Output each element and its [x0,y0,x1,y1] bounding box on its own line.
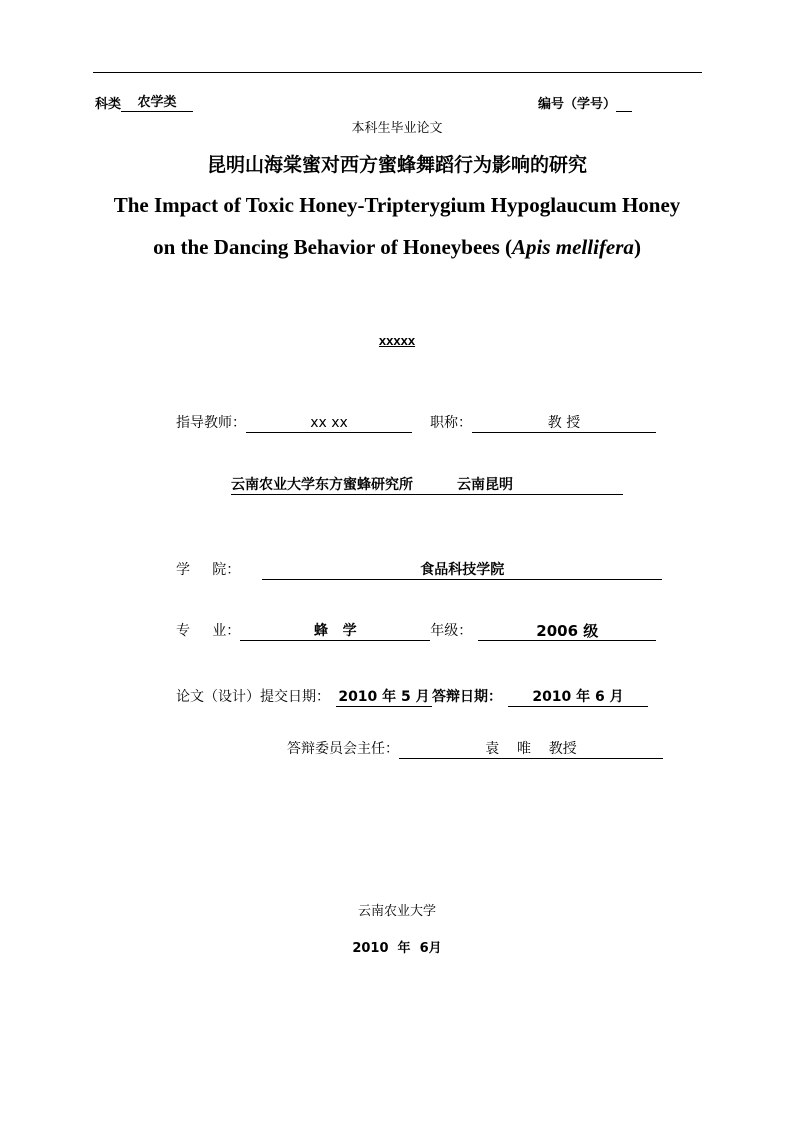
category-value: 农学类 [121,95,193,112]
committee-value: 袁 唯 教授 [399,740,663,759]
submit-date-value: 2010 年 5 月 [336,688,432,707]
dates-row [176,687,648,707]
author-name: xxxxx [378,333,416,348]
title-english-species: Apis mellifera [512,235,634,259]
institute-name: 云南农业大学东方蜜蜂研究所 [231,477,413,493]
number-value [616,95,632,112]
footer-date: 2010 年 6月 [352,941,442,956]
number-field [538,93,632,112]
title-english-line1: The Impact of Toxic Honey-Tripterygium Hypoglaucum Honey [113,193,681,217]
document-type: 本科生毕业论文 [351,121,443,136]
top-rule [93,72,702,73]
footer-university: 云南农业大学 [357,904,436,919]
grade-label: 年级： [430,623,473,639]
college-value: 食品科技学院 [262,561,662,580]
advisor-row [176,413,656,433]
committee-label: 答辩委员会主任： [287,741,399,757]
institute-location: 云南昆明 [457,477,513,493]
submit-date-label: 论文（设计）提交日期： [176,689,330,705]
defense-date-value: 2010 年 6 月 [508,688,648,707]
category-field [95,93,193,112]
advisor-title-value: 教 授 [472,414,656,433]
major-value: 蜂 学 [240,622,430,641]
major-label: 专 业： [176,623,241,639]
college-label: 学 院： [176,562,241,578]
major-row [176,621,656,641]
number-label: 编号（学号） [538,97,617,112]
defense-date-label: 答辩日期： [432,689,502,705]
title-english-line2-pre: on the Dancing Behavior of Honeybees ( [153,235,513,259]
grade-value: 2006 级 [478,622,656,641]
college-row [176,560,662,580]
category-label: 科类 [95,97,122,112]
institute-value [231,476,623,495]
advisor-label: 指导教师： [176,415,246,431]
advisor-value: xx xx [246,414,412,433]
title-english-line2 [0,235,794,260]
title-english-line2-post: ) [633,235,641,259]
committee-row [287,739,663,759]
institute-row [231,475,623,495]
advisor-title-label: 职称： [430,415,472,431]
title-chinese: 昆明山海棠蜜对西方蜜蜂舞蹈行为影响的研究 [206,154,587,176]
